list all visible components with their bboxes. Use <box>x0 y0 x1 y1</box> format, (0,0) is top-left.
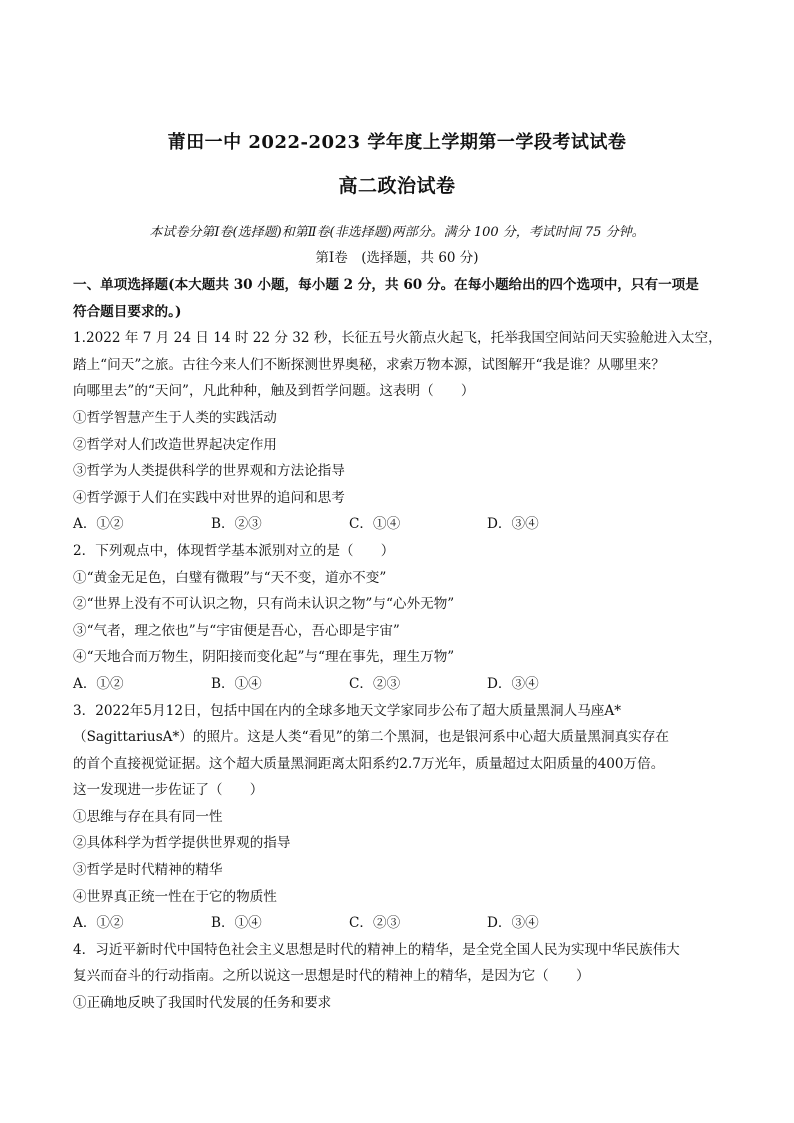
q3-option-a: A．①② <box>73 915 124 932</box>
q1-statement: ②哲学对人们改造世界起决定作用 <box>73 436 277 453</box>
q1-option-a: A．①② <box>73 516 124 533</box>
q2-option-a: A．①② <box>73 675 124 692</box>
q3-option-d: D．③④ <box>487 915 539 932</box>
q3-statement: ②具体科学为哲学提供世界观的指导 <box>73 835 291 852</box>
exam-notice: 本试卷分第Ⅰ卷(选择题)和第Ⅱ卷(非选择题)两部分。满分 100 分，考试时间 75 分钟。 <box>149 225 645 240</box>
q2-statement: ②“世界上没有不可认识之物，只有尚未认识之物”与“心外无物” <box>73 596 455 613</box>
q3-option-b: B．①④ <box>211 915 262 932</box>
question-content <box>73 272 725 1017</box>
part-heading: 第Ⅰ卷 (选择题，共 60 分) <box>315 250 479 266</box>
q4-statement: ①正确地反映了我国时代发展的任务和要求 <box>73 995 332 1012</box>
q3-option-c: C．②③ <box>349 915 401 932</box>
q3-statement: ①思维与存在具有同一性 <box>73 808 223 825</box>
q1-option-d: D．③④ <box>487 516 539 533</box>
section-heading: 一、单项选择题(本大题共 30 小题，每小题 2 分，共 60 分。在每小题给出的四个选项中，只有一项是 <box>73 277 699 293</box>
q3-statement: ③哲学是时代精神的精华 <box>73 862 223 879</box>
q1-stem: 1.2022 年 7 月 24 日 14 时 22 分 32 秒，长征五号火箭点火起飞，托举我国空间站问天实验舱进入太空， <box>73 330 722 347</box>
q3-options <box>73 910 725 937</box>
q1-statement: ①哲学智慧产生于人类的实践活动 <box>73 409 277 426</box>
q1-options <box>73 511 725 538</box>
q2-statement: ③“气者，理之依也”与“宇宙便是吾心，吾心即是宇宙” <box>73 622 400 639</box>
q1-statement: ③哲学为人类提供科学的世界观和方法论指导 <box>73 463 345 480</box>
q4-stem: 4．习近平新时代中国特色社会主义思想是时代的精神上的精华，是全党全国人民为实现中华民族伟大 <box>73 941 680 958</box>
exam-subtitle: 高二政治试卷 <box>338 175 456 197</box>
q2-statement: ④“天地合而万物生，阴阳接而变化起”与“理在事先，理生万物” <box>73 649 455 666</box>
section-heading-cont: 符合题目要求的。) <box>73 303 182 320</box>
q3-stem: 3．2022年5月12日，包括中国在内的全球多地天文学家同步公布了超大质量黑洞人马座A* <box>73 702 621 719</box>
q1-stem-cont: 向哪里去”的“天问”，凡此种种，触及到哲学问题。这表明（ ） <box>73 383 475 400</box>
q3-stem-cont: 的首个直接视觉证据。这个超大质量黑洞距离太阳系约2.7万光年，质量超过太阳质量的400万倍。 <box>73 755 665 772</box>
q3-stem-cont: （SagittariusA*）的照片。这是人类“看见”的第二个黑洞，也是银河系中心超大质量黑洞真实存在 <box>73 729 669 746</box>
q2-option-d: D．③④ <box>487 675 539 692</box>
exam-title: 莆田一中 2022-2023 学年度上学期第一学段考试试卷 <box>167 132 627 153</box>
q4-stem-cont: 复兴而奋斗的行动指南。之所以说这一思想是时代的精神上的精华，是因为它（ ） <box>73 968 590 985</box>
q3-statement: ④世界真正统一性在于它的物质性 <box>73 888 277 905</box>
q1-option-c: C．①④ <box>349 516 401 533</box>
q2-statement: ①“黄金无足色，白璧有微瑕”与“天不变，道亦不变” <box>73 569 387 586</box>
q2-option-b: B．①④ <box>211 675 262 692</box>
q2-option-c: C．②③ <box>349 675 401 692</box>
q2-stem: 2．下列观点中，体现哲学基本派别对立的是（ ） <box>73 542 395 559</box>
q1-stem-cont: 踏上“问天”之旅。古往今来人们不断探测世界奥秘，求索万物本源，试图解开“我是谁？从哪里来？ <box>73 356 665 373</box>
q3-stem-cont: 这一发现进一步佐证了（ ） <box>73 782 264 799</box>
q2-options <box>73 671 725 698</box>
q1-statement: ④哲学源于人们在实践中对世界的追问和思考 <box>73 489 345 506</box>
q1-option-b: B．②③ <box>211 516 262 533</box>
